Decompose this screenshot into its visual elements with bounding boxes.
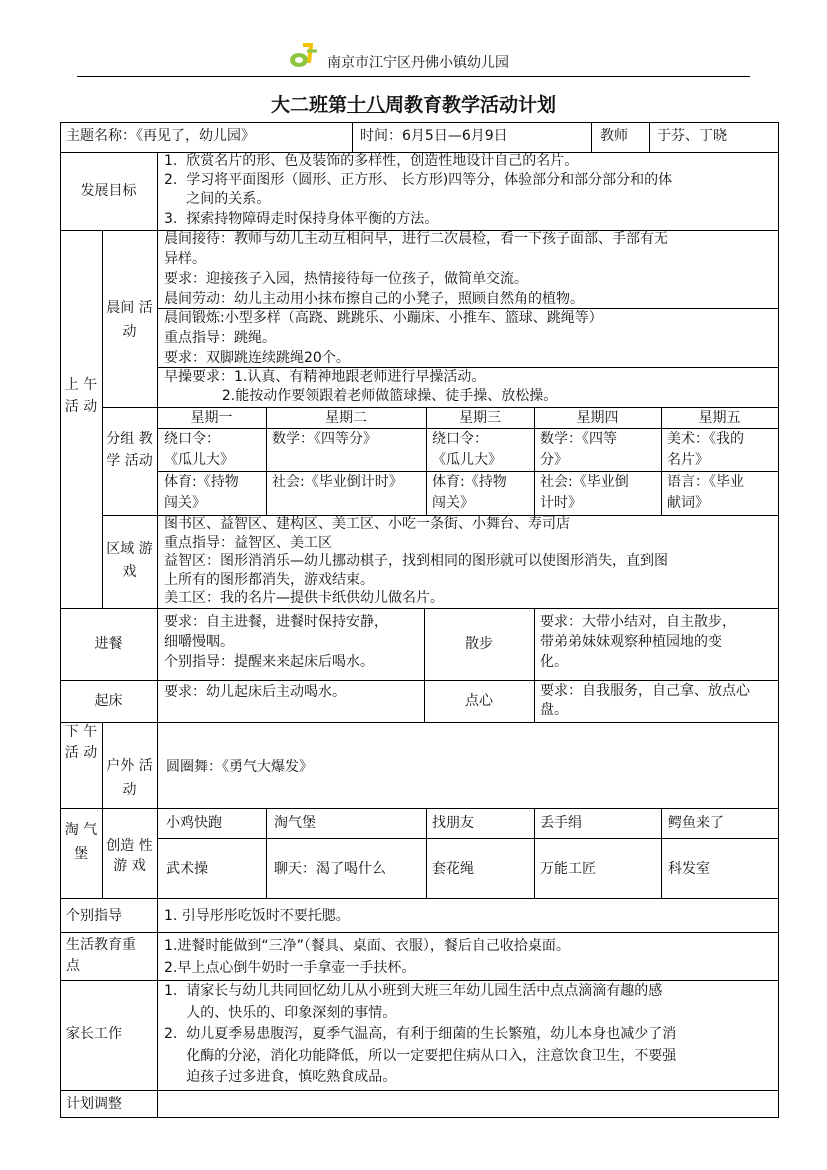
creative-item: 聊天：渴了喝什么 bbox=[274, 861, 386, 877]
individual-guidance-label: 个别指导 bbox=[66, 908, 122, 924]
group-cell: 绕口令： 《瓜儿大》 bbox=[432, 431, 502, 468]
morning-section-label: 上 午 活 动 bbox=[64, 377, 98, 415]
morning-reception: 晨间接待：教师与幼儿主动互相问早，进行二次晨检，看一下孩子面部、手部有无 异样。 要求：迎接孩子入园，热情接待每一位孩子，做简单交流。 晨间劳动：幼儿主动用小抹布擦自己的小凳子，照顾自然角的植物。 bbox=[164, 231, 668, 307]
parent-work-label: 家长工作 bbox=[66, 1026, 122, 1042]
header-divider bbox=[77, 76, 750, 77]
goal-item: 2. 学习将平面图形（圆形、正方形、 长方形)四等分，体验部分和部分部分和的体 之间的关系。 bbox=[164, 172, 673, 207]
creative-item: 武术操 bbox=[166, 861, 208, 877]
group-cell: 绕口令： 《瓜儿大》 bbox=[164, 431, 234, 468]
weekday-header: 星期四 bbox=[576, 410, 619, 426]
wake-text: 要求：幼儿起床后主动喝水。 bbox=[164, 684, 346, 700]
meal-label: 进餐 bbox=[94, 636, 123, 652]
morning-exercise: 晨间锻炼:小型多样（高跷、跳跳乐、小蹦床、小推车、篮球、跳绳等） 重点指导：跳绳。 要求：双脚跳连续跳绳20个。 bbox=[164, 310, 603, 366]
afternoon-section-label: 下 午 活 动 bbox=[64, 724, 98, 761]
naughty-item: 鳄鱼来了 bbox=[668, 815, 724, 831]
snack-text: 要求：自我服务，自己拿、放点心 盘。 bbox=[540, 683, 750, 718]
title-suffix: 周教育教学活动计划 bbox=[385, 94, 557, 116]
walk-label: 散步 bbox=[465, 636, 493, 652]
plan-adjust-label: 计划调整 bbox=[66, 1096, 122, 1112]
walk-text: 要求：大带小结对，自主散步， 带弟弟妹妹观察种植园地的变 化。 bbox=[540, 614, 736, 670]
parent-work-text: 1. 请家长与幼儿共同回忆幼儿从小班到大班三年幼儿园生活中点点滴滴有趣的感 人的、快乐的、印象深刻的事情。 2. 幼儿夏季易患腹泻，夏季气温高，有利于细菌的生长繁殖，幼儿本身也减少了消 化酶的分泌，消化功能降低，所以一定要把住病从口入，注意饮食卫生，不要强 迫孩子过多进食，慎吃熟食成品。 bbox=[164, 983, 677, 1085]
kindergarten-logo-icon bbox=[287, 41, 321, 69]
group-cell: 体育:《持物 闯关》 bbox=[432, 474, 507, 511]
individual-guidance-text: 1. 引导彤彤吃饭时不要托腮。 bbox=[164, 908, 350, 924]
group-cell: 社会:《毕业倒 计时》 bbox=[540, 474, 629, 511]
group-activity-label: 分组 教学 活动 bbox=[106, 431, 153, 469]
group-cell: 语言：《毕业 献词》 bbox=[667, 474, 744, 511]
weekday-header: 星期三 bbox=[459, 410, 501, 426]
wake-label: 起床 bbox=[94, 693, 123, 709]
naughty-item: 小鸡快跑 bbox=[166, 815, 222, 831]
goals-label: 发展目标 bbox=[80, 183, 137, 199]
creative-item: 科发室 bbox=[668, 861, 710, 877]
group-cell: 社会:《毕业倒计时》 bbox=[272, 474, 403, 490]
teacher-names: 于芬、丁晓 bbox=[657, 128, 727, 144]
naughty-item: 丢手绢 bbox=[540, 815, 582, 831]
teacher-label: 教师 bbox=[600, 128, 628, 144]
area-game-label: 区域 游戏 bbox=[106, 541, 153, 580]
group-cell: 数学：《四等 分》 bbox=[540, 431, 617, 468]
morning-drill: 早操要求：1.认真、有精神地跟老师进行早操活动。 2.能按动作要领跟着老师做篮球操、徒手操、放松操。 bbox=[164, 369, 558, 404]
snack-label: 点心 bbox=[465, 693, 493, 709]
creative-item: 套花绳 bbox=[432, 861, 474, 877]
naughty-item: 找朋友 bbox=[432, 815, 474, 831]
outdoor-label: 户外 活动 bbox=[106, 758, 153, 798]
page-title bbox=[0, 90, 827, 117]
goal-item: 1. 欣赏名片的形、色及装饰的多样性，创造性地设计自己的名片。 bbox=[164, 153, 579, 169]
theme-name: 主题名称：《再见了，幼儿园》 bbox=[66, 128, 255, 144]
area-game-text: 图书区、益智区、建构区、美工区、小吃一条街、小舞台、寿司店 重点指导：益智区、美工区 益智区：图形消消乐—幼儿挪动棋子，找到相同的图形就可以使图形消失，直到图 上所有的图形都消失，游戏结束。 美工区：我的名片—提供卡纸供幼儿做名片。 bbox=[164, 516, 668, 606]
title-prefix: 大二班第 bbox=[270, 94, 347, 116]
naughty-castle-label: 淘 气 堡 bbox=[64, 822, 98, 862]
week-time: 时间：6月5日—6月9日 bbox=[360, 128, 508, 144]
naughty-item: 淘气堡 bbox=[274, 815, 316, 831]
life-education-label: 生活教育重 点 bbox=[66, 937, 136, 974]
life-education-text: 1.进餐时能做到“三净”（餐具、桌面、衣服），餐后自己收拾桌面。 2.早上点心倒牛奶时一手拿壶一手扶杯。 bbox=[164, 938, 570, 976]
weekday-header: 星期二 bbox=[325, 410, 367, 426]
weekday-header: 星期五 bbox=[698, 410, 741, 426]
goal-item: 3. 探索持物障碍走时保持身体平衡的方法。 bbox=[164, 211, 439, 227]
morning-activity-label: 晨间 活动 bbox=[106, 300, 153, 340]
creative-item: 万能工匠 bbox=[540, 861, 596, 877]
title-week: 十八 bbox=[346, 94, 385, 116]
creative-game-label: 创造 性游 戏 bbox=[106, 838, 153, 874]
outdoor-text: 圆圈舞：《勇气大爆发》 bbox=[166, 759, 313, 775]
meal-text: 要求：自主进餐，进餐时保持安静， 细嚼慢咽。 个别指导：提醒来来起床后喝水。 bbox=[164, 614, 388, 670]
group-cell: 美术：《我的 名片》 bbox=[667, 431, 744, 468]
group-cell: 体育:《持物 闯关》 bbox=[164, 474, 239, 511]
weekday-header: 星期一 bbox=[190, 410, 233, 426]
group-cell: 数学：《四等分》 bbox=[272, 431, 377, 447]
school-name: 南京市江宁区丹佛小镇幼儿园 bbox=[327, 55, 509, 71]
